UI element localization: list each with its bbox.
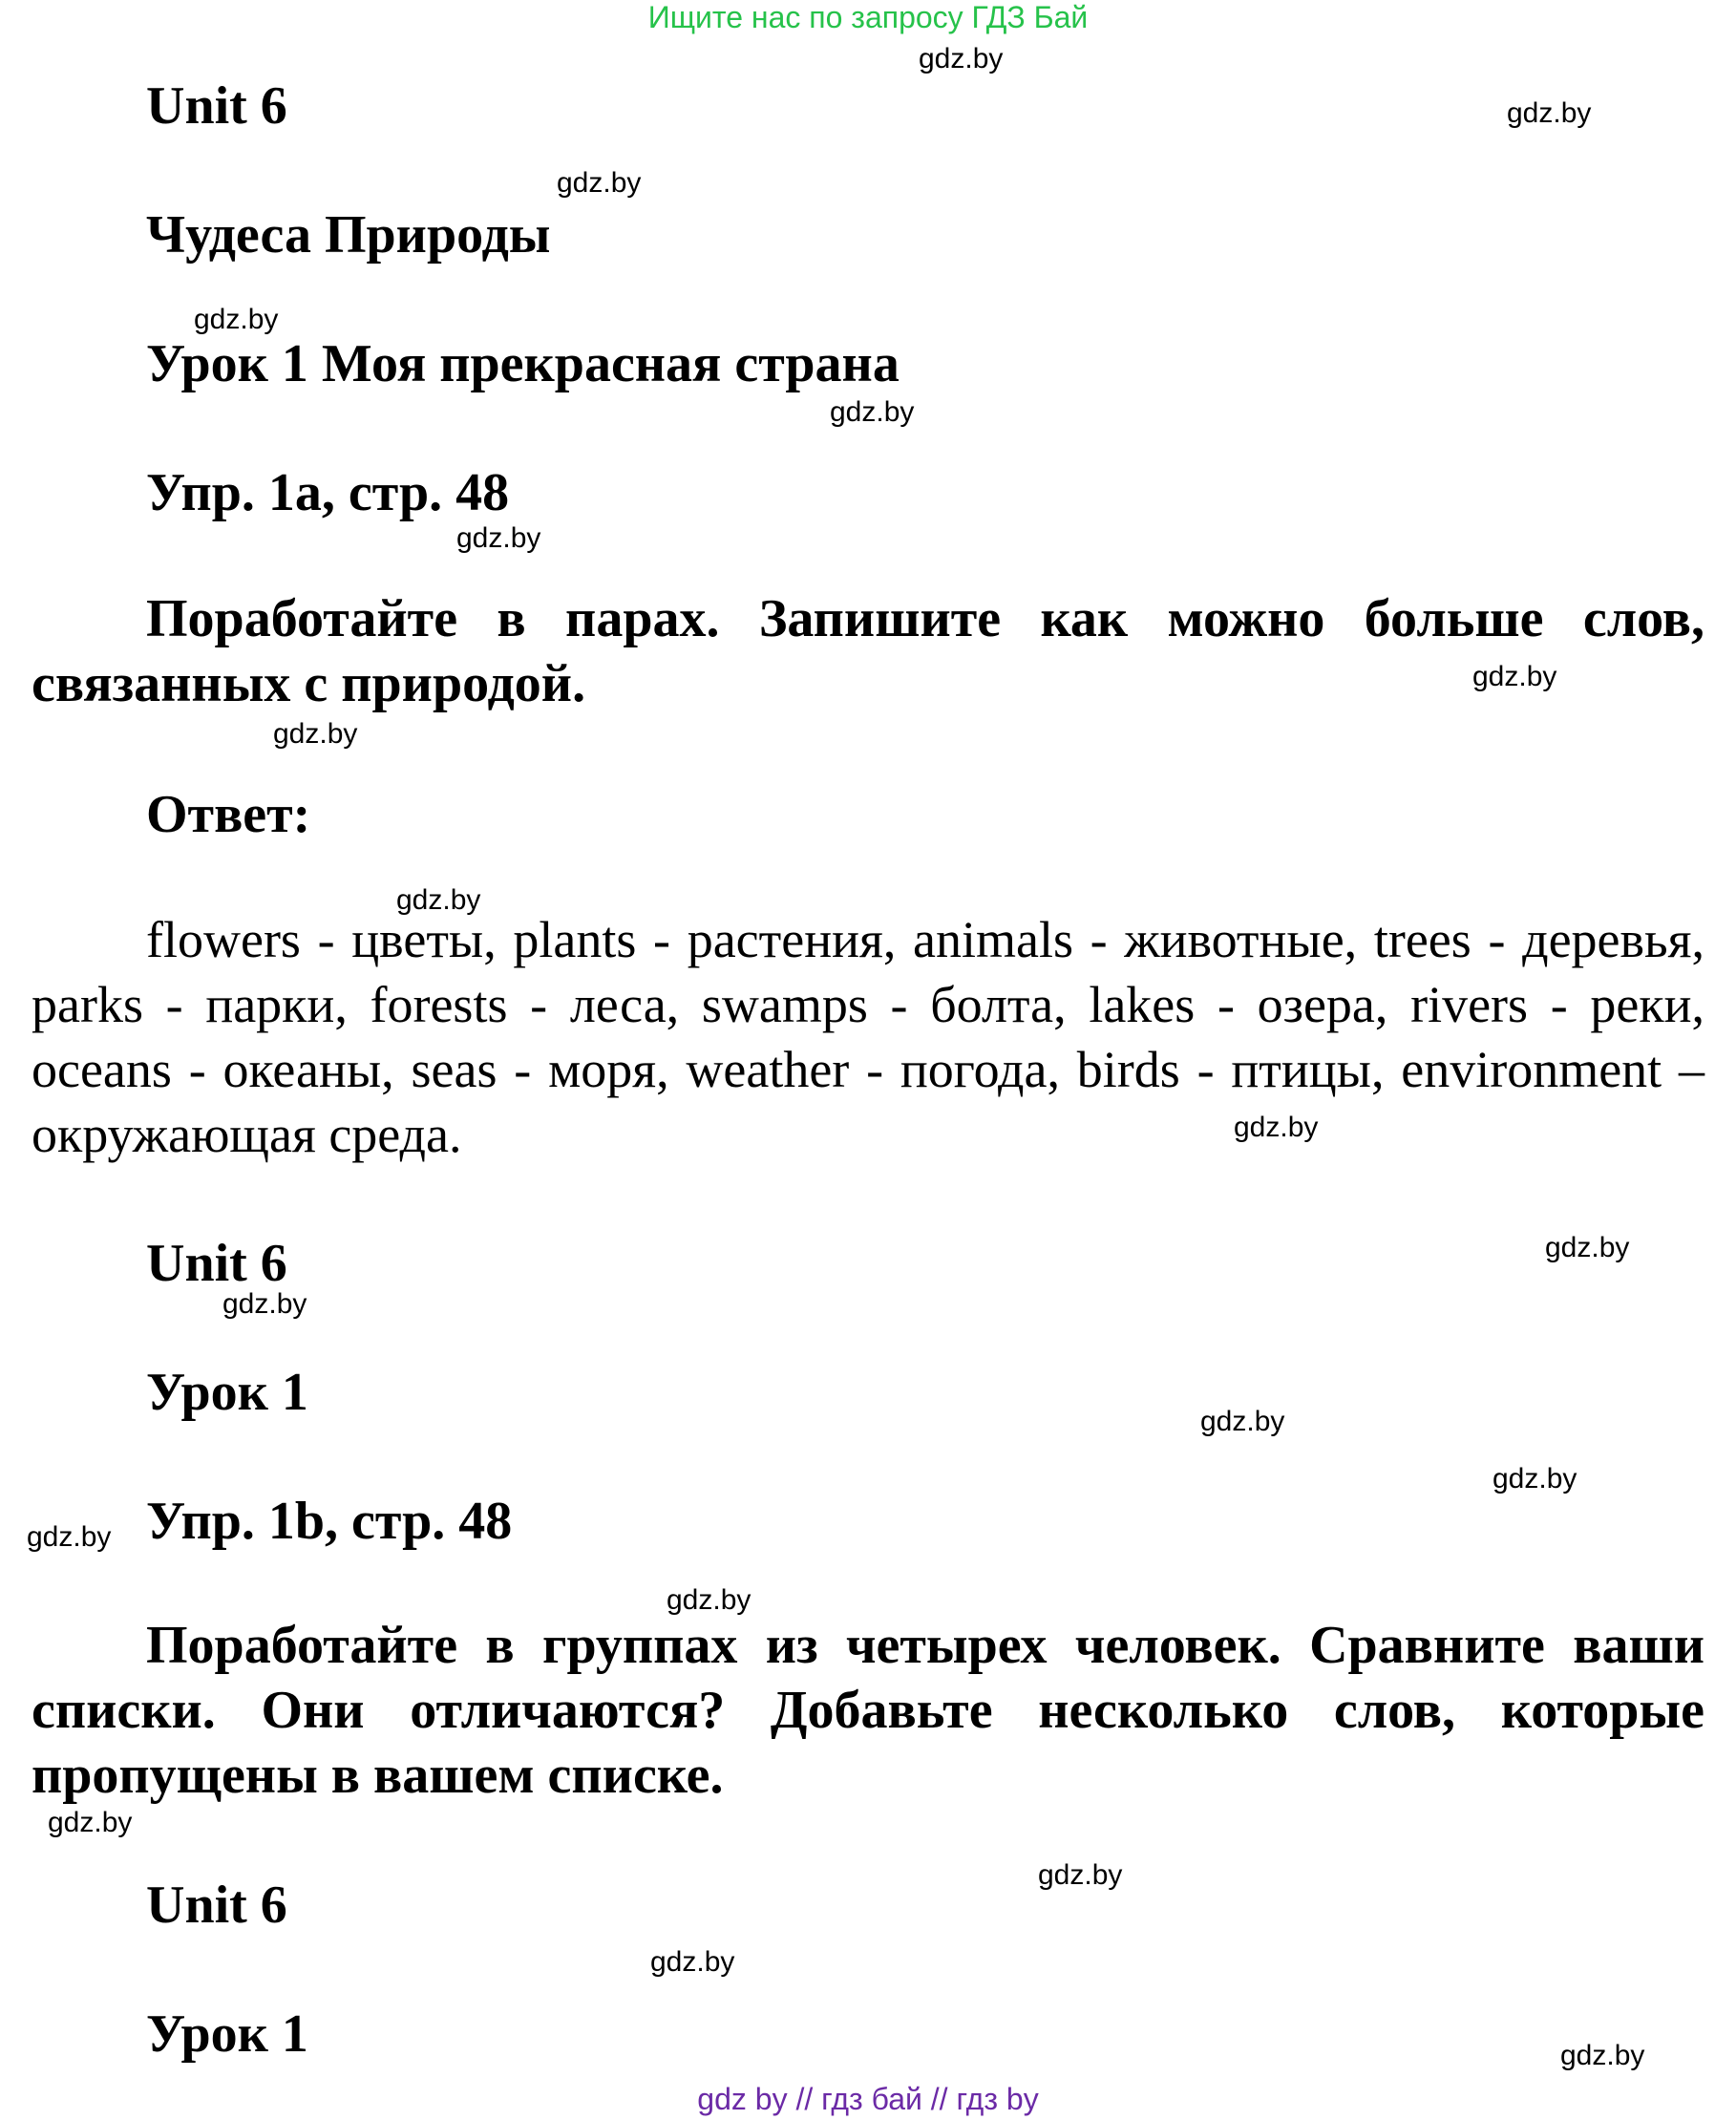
watermark: gdz.by (557, 167, 642, 199)
answer-text: flowers - цветы, plants - растения, animals - животные, trees - деревья, parks - парки, forests - леса, swamps - болта, lakes - озера, rivers - реки, oceans - океаны, seas - моря, weather - погода, birds - птицы, environment – окружающая среда. (32, 911, 1704, 1163)
topic-heading: Чудеса Природы (146, 205, 551, 265)
watermark: gdz.by (1560, 2040, 1645, 2071)
watermark: gdz.by (222, 1288, 307, 1320)
watermark: gdz.by (667, 1584, 752, 1616)
watermark: gdz.by (396, 884, 481, 916)
watermark: gdz.by (48, 1807, 133, 1838)
watermark: gdz.by (1507, 97, 1592, 129)
lesson-heading-3: Урок 1 (146, 2004, 308, 2064)
top-banner: Ищите нас по запросу ГДЗ Бай (647, 0, 1089, 34)
watermark: gdz.by (650, 1946, 735, 1978)
task-text-1: Поработайте в парах. Запишите как можно больше слов, связанных с природой. (32, 589, 1704, 713)
exercise-heading-1: Упр. 1a, стр. 48 (146, 463, 510, 522)
watermark: gdz.by (27, 1521, 112, 1553)
watermark: gdz.by (919, 43, 1004, 74)
unit-heading-2: Unit 6 (146, 1234, 287, 1293)
watermark: gdz.by (830, 396, 915, 428)
unit-heading-1: Unit 6 (146, 76, 287, 136)
answer-label: Ответ: (146, 785, 311, 844)
unit-heading-3: Unit 6 (146, 1876, 287, 1935)
lesson-heading-2: Урок 1 (146, 1363, 308, 1422)
watermark: gdz.by (456, 522, 541, 554)
watermark: gdz.by (1493, 1463, 1577, 1495)
watermark: gdz.by (1234, 1112, 1319, 1143)
watermark: gdz.by (1472, 661, 1557, 692)
watermark: gdz.by (1200, 1406, 1285, 1437)
watermark: gdz.by (1038, 1859, 1123, 1891)
exercise-heading-2: Упр. 1b, стр. 48 (146, 1492, 513, 1551)
task-text-2: Поработайте в группах из четырех человек. Сравните ваши списки. Они отличаются? Добавьте несколько слов, которые пропущены в вашем списке. (32, 1616, 1704, 1805)
lesson-heading-1: Урок 1 Моя прекрасная страна (146, 334, 900, 393)
watermark: gdz.by (194, 304, 279, 335)
footer-links: gdz by // гдз бай // гдз by (697, 2082, 1039, 2116)
watermark: gdz.by (1545, 1232, 1630, 1263)
watermark: gdz.by (273, 718, 358, 750)
